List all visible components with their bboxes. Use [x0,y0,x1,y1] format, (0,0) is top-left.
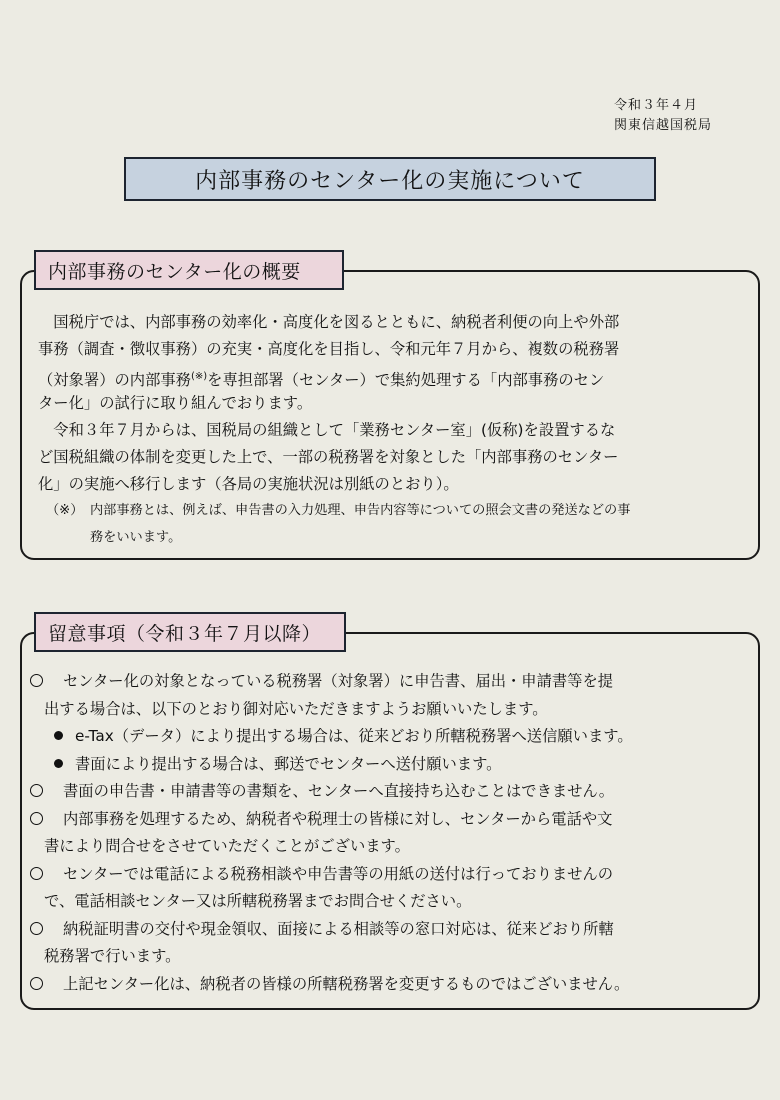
list-item-continuation: 書により問合せをさせていただくことがございます。 [44,837,410,855]
issuing-office: 関東信越国税局 [614,118,713,133]
list-subitem-text: e-Tax（データ）により提出する場合は、従来どおり所轄税務署へ送信願います。 [75,727,633,745]
circle-bullet-icon [30,867,43,880]
circle-bullet-icon [30,977,43,990]
footnote-mark: （※） [46,503,84,518]
list-item [30,861,760,889]
page-title: 内部事務のセンター化の実施について [124,157,656,201]
dot-bullet-icon [54,731,63,740]
circle-bullet-icon [30,784,43,797]
list-item-text: 上記センター化は、納税者の皆様の所轄税務署を変更するものではございません。 [63,974,630,993]
footnote [46,497,746,551]
overview-line: ター化」の試行に取り組んでおります。 [38,394,313,412]
list-item-text: センターでは電話による税務相談や申告書等の用紙の送付は行っておりませんの [63,864,614,883]
notes-list [30,668,760,998]
circle-bullet-icon [30,674,43,687]
dot-bullet-icon [54,759,63,768]
overview-line: 令和３年７月からは、国税局の組織として「業務センター室」(仮称)を設置するな [38,421,616,439]
overview-line-part: （対象署）の内部事務 [38,371,191,389]
overview-line: 事務（調査・徴収事務）の充実・高度化を目指し、令和元年７月から、複数の税務署 [38,340,620,358]
list-item [30,806,760,834]
overview-text [38,309,750,498]
list-item [30,971,760,999]
footnote-text: 内部事務とは、例えば、申告書の入力処理、申告内容等についての照会文書の発送などの事 [90,503,631,518]
footnote-marker: (※) [190,371,208,382]
issue-date: 令和３年４月 [614,98,699,113]
list-item [30,778,760,806]
notes-section-label: 留意事項（令和３年７月以降） [34,612,346,652]
list-item [30,916,760,944]
footnote-line: 務をいいます。 [90,530,182,545]
overview-line: 化」の実施へ移行します（各局の実施状況は別紙のとおり）。 [38,475,459,493]
list-subitem [30,751,760,779]
header-meta [614,96,754,136]
circle-bullet-icon [30,922,43,935]
footnote-line [46,497,746,524]
list-item-text: 内部事務を処理するため、納税者や税理士の皆様に対し、センターから電話や文 [63,809,613,828]
list-item-continuation: 出する場合は、以下のとおり御対応いただきますようお願いいたします。 [44,699,548,718]
list-item [30,668,760,696]
overview-line: ど国税組織の体制を変更した上で、一部の税務署を対象とした「内部事務のセンター [38,448,619,466]
circle-bullet-icon [30,812,43,825]
list-item-text: 書面の申告書・申請書等の書類を、センターへ直接持ち込むことはできません。 [63,782,614,800]
list-item-text: 納税証明書の交付や現金領収、面接による相談等の窓口対応は、従来どおり所轄 [63,919,614,938]
list-item-continuation: で、電話相談センター又は所轄税務署までお問合せください。 [44,892,472,910]
overview-line [38,363,750,390]
list-item-continuation: 税務署で行います。 [44,947,181,965]
list-item-text: センター化の対象となっている税務署（対象署）に申告書、届出・申請書等を提 [63,672,614,690]
list-subitem-text: 書面により提出する場合は、郵送でセンターへ送付願います。 [75,754,502,773]
overview-line: 国税庁では、内部事務の効率化・高度化を図るとともに、納税者利便の向上や外部 [38,313,620,331]
overview-line-part: を専担部署（センター）で集約処理する「内部事務のセン [207,371,605,389]
list-subitem [30,723,760,751]
overview-section-label: 内部事務のセンター化の概要 [34,250,344,290]
